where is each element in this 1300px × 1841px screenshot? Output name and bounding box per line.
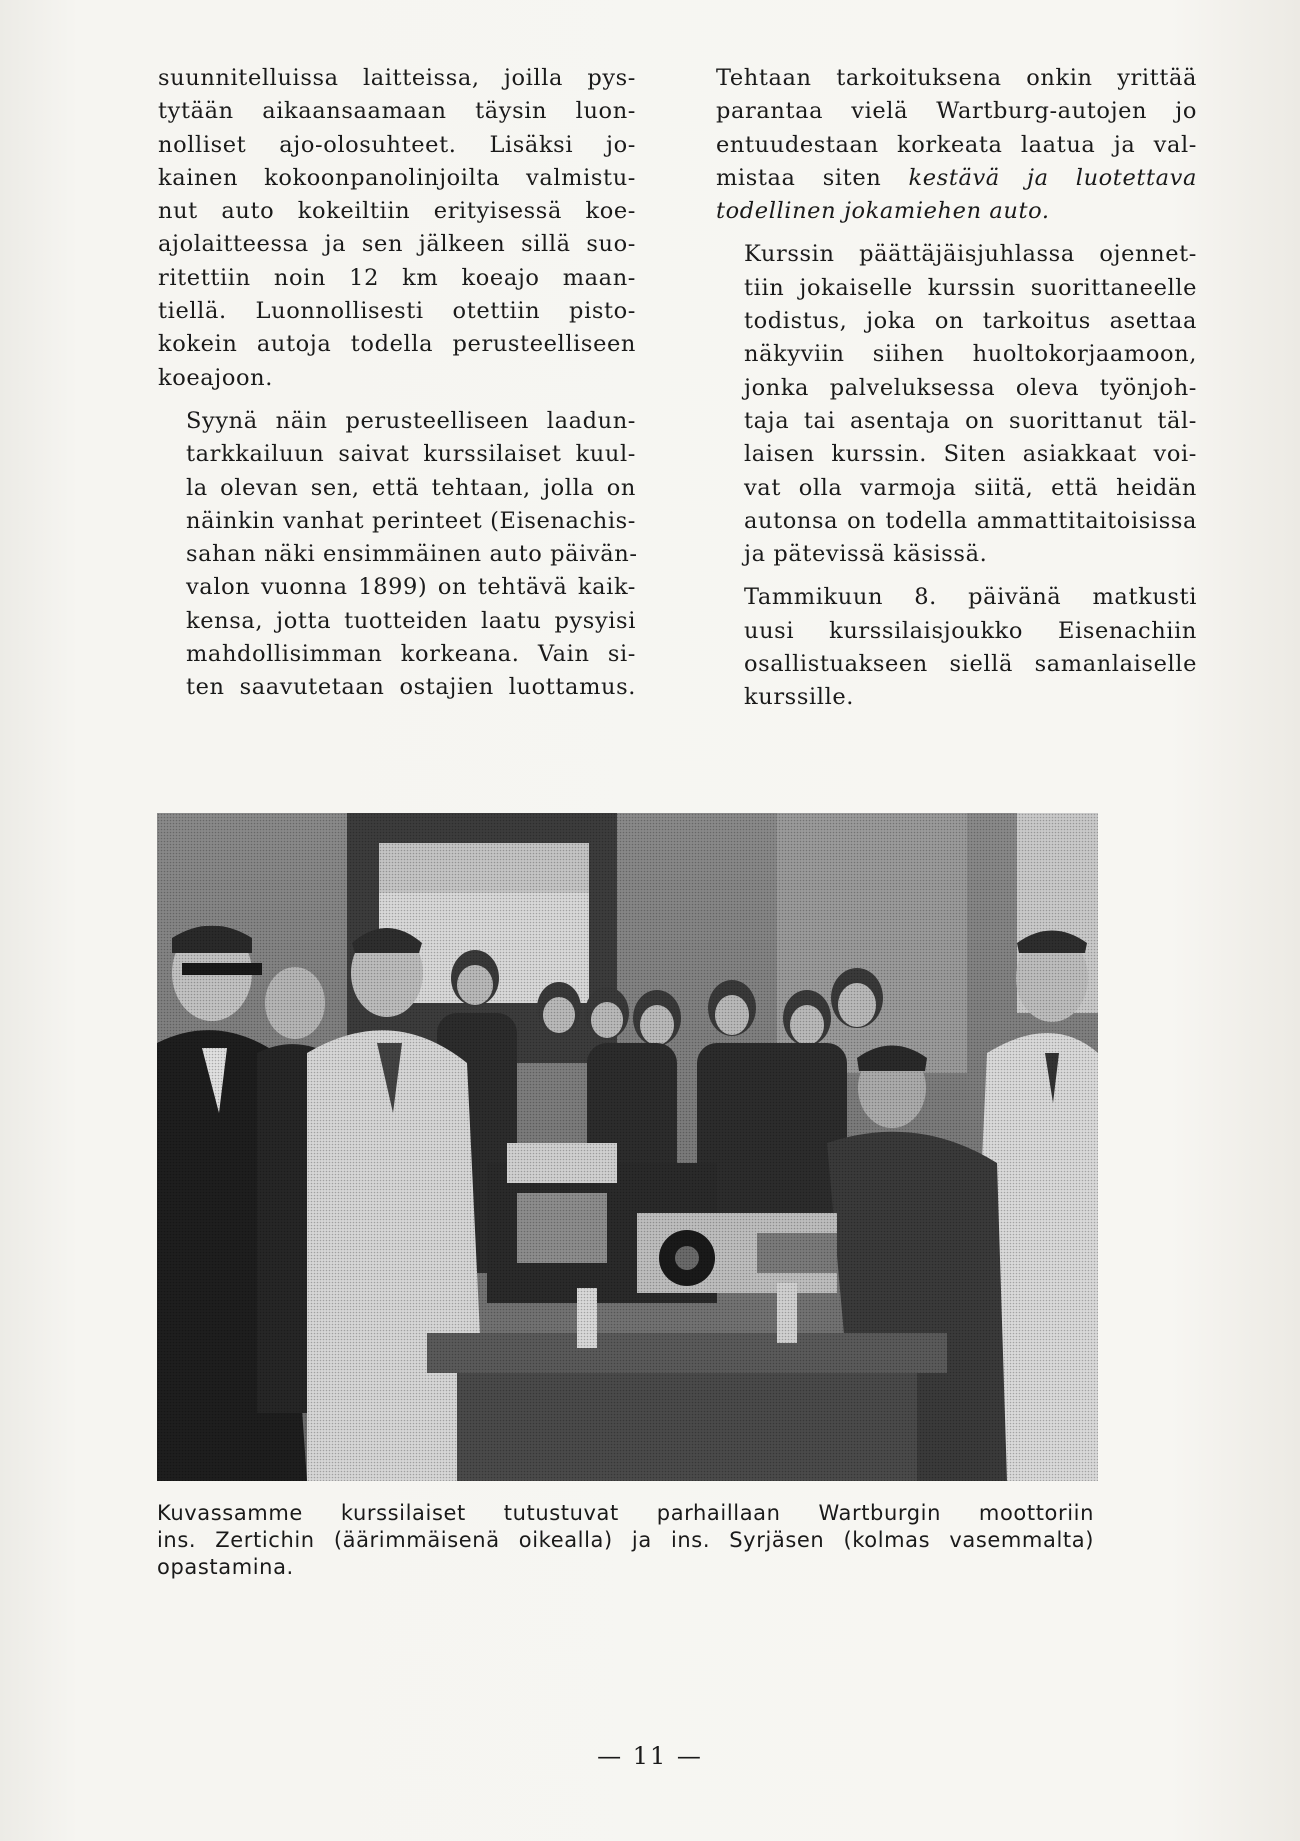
left-column [158, 62, 636, 715]
text-line: laisen kurssin. Siten asiakkaat voi- [744, 441, 1197, 468]
text-line: vat olla varmoja siitä, että heidän [744, 474, 1197, 501]
photo-caption [157, 1500, 1094, 1581]
text-fragment: mistaa siten [716, 164, 909, 191]
caption-line: Kuvassamme kurssilaiset tutustuvat parhaillaan Wartburgin moottoriin [157, 1501, 1094, 1525]
text-line: nolliset ajo-olosuhteet. Lisäksi jo- [158, 131, 636, 158]
text-line: entuudestaan korkeata laatua ja val- [716, 131, 1197, 158]
text-line: Tehtaan tarkoituksena onkin yrittää [716, 65, 1197, 91]
paragraph [716, 238, 1197, 571]
text-line: tiin jokaiselle kurssin suorittaneelle [744, 274, 1197, 301]
text-line: sahan näki ensimmäinen auto päivän- [186, 541, 638, 568]
text-line: ja pätevissä käsissä. [744, 541, 988, 568]
text-line: kurssille. [744, 684, 855, 711]
text-line: parantaa vielä Wartburg-autojen jo [716, 98, 1197, 125]
text-line: tarkkailuun saivat kurssilaiset kuul- [186, 441, 636, 468]
right-column [716, 62, 1197, 725]
text-line: Tammikuun 8. päivänä matkusti [744, 584, 1197, 611]
text-line: todistus, joka on tarkoitus asettaa [744, 308, 1197, 335]
text-line: ajolaitteessa ja sen jälkeen sillä suo- [158, 231, 636, 258]
text-line: kensa, jotta tuotteiden laatu pysyisi [186, 607, 636, 634]
page-number: — 11 — [597, 1742, 703, 1770]
paragraph [716, 62, 1197, 228]
paragraph [716, 581, 1197, 714]
text-line: valon vuonna 1899) on tehtävä kaik- [186, 574, 636, 601]
text-line: näinkin vanhat perinteet (Eisenachis- [186, 507, 636, 534]
text-line: Kurssin päättäjäisjuhlassa ojennet- [744, 241, 1197, 268]
text-line: la olevan sen, että tehtaan, jolla on [186, 474, 636, 501]
text-line: kainen kokoonpanolinjoilta valmistu- [158, 164, 636, 191]
text-line: osallistuakseen siellä samanlaiselle [744, 651, 1197, 678]
text-line: jonka palveluksessa oleva työnjoh- [744, 374, 1197, 401]
text-line: mahdollisimman korkeana. Vain si- [186, 641, 636, 668]
paragraph [158, 405, 636, 705]
text-line: suunnitelluissa laitteissa, joilla pys- [158, 65, 636, 91]
halftone-photograph [157, 813, 1098, 1481]
italic-text: todellinen jokamiehen auto. [716, 198, 1050, 225]
text-line: tytään aikaansaamaan täysin luon- [158, 98, 636, 125]
text-line: näkyviin siihen huoltokorjaamoon, [744, 341, 1197, 368]
text-line: kokein autoja todella perusteelliseen [158, 331, 636, 358]
text-line: tiellä. Luonnollisesti otettiin pisto- [158, 298, 636, 325]
italic-text: kestävä ja luotettava [908, 164, 1197, 191]
text-line: uusi kurssilaisjoukko Eisenachiin [744, 617, 1197, 644]
text-line: ten saavutetaan ostajien luottamus. [186, 674, 636, 701]
text-line: Syynä näin perusteelliseen laadun- [186, 407, 636, 434]
group-photo [157, 813, 1098, 1481]
text-line: nut auto kokeiltiin erityisessä koe- [158, 198, 636, 225]
text-line: taja tai asentaja on suorittanut täl- [744, 407, 1197, 434]
text-line: ritettiin noin 12 km koeajo maan- [158, 264, 636, 291]
text-line: autonsa on todella ammattitaitoisissa [744, 507, 1197, 534]
paragraph [158, 62, 636, 395]
text-line [716, 162, 1197, 195]
caption-line: ins. Zertichin (äärimmäisenä oikealla) ja ins. Syrjäsen (kolmas vasemmalta) [157, 1528, 1094, 1552]
caption-line: opastamina. [157, 1555, 294, 1579]
text-line: koeajoon. [158, 364, 274, 391]
